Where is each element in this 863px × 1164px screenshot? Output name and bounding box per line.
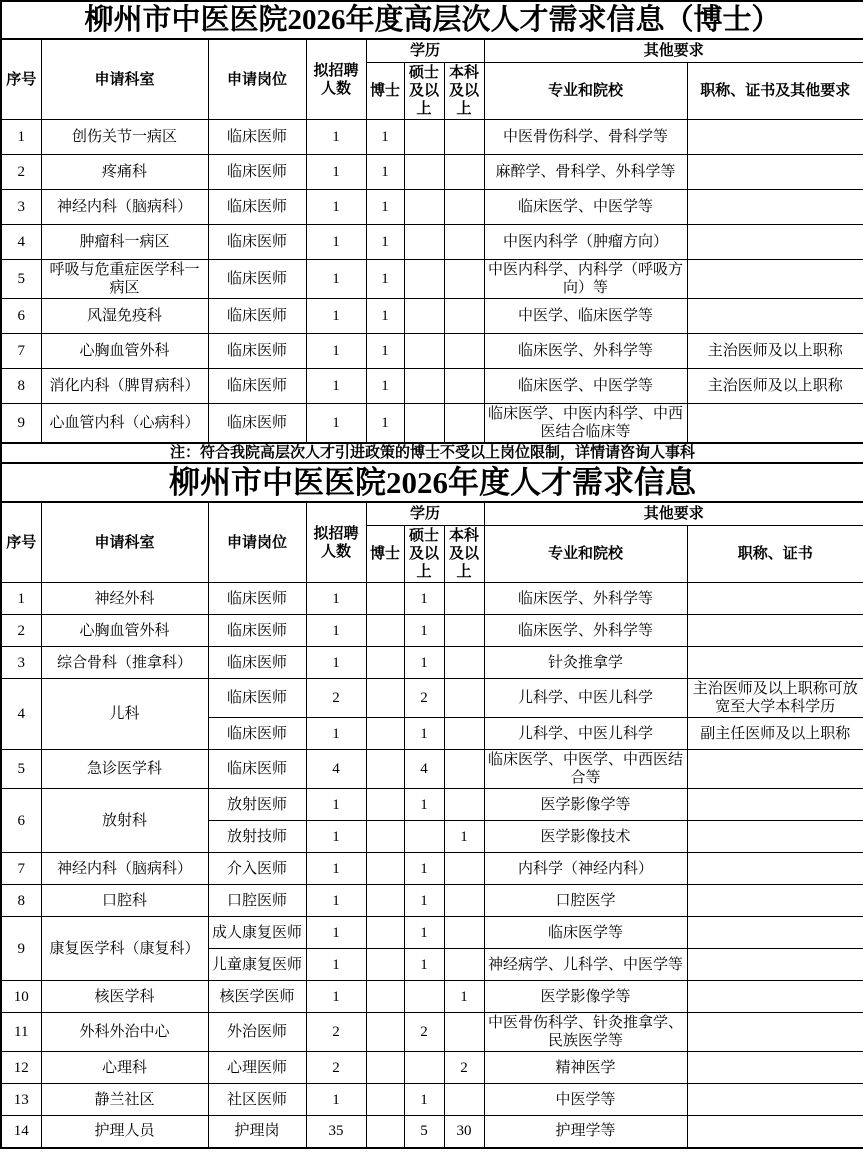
- cell-master: [404, 120, 444, 155]
- cell-doctor: 1: [366, 120, 404, 155]
- cell-post: 临床医师: [208, 225, 306, 260]
- cell-bachelor: [444, 299, 484, 334]
- col-header-bachelor: 本科及以上: [444, 63, 484, 120]
- cell-dept: 创伤关节一病区: [41, 120, 208, 155]
- cell-seq: 3: [1, 190, 41, 225]
- cell-post: 外治医师: [208, 1013, 306, 1052]
- cell-dept: 护理人员: [41, 1116, 208, 1148]
- col-header-education-group: 学历: [366, 502, 484, 526]
- cell-bachelor: [444, 1013, 484, 1052]
- cell-major: 护理学等: [484, 1116, 687, 1148]
- cell-dept: 外科外治中心: [41, 1013, 208, 1052]
- table2-body: [1, 583, 863, 1148]
- col-header-title-cert: 职称、证书: [687, 526, 863, 583]
- table-row: [1, 789, 863, 821]
- cell-master: 1: [404, 583, 444, 615]
- cell-cert: [687, 647, 863, 679]
- cell-seq: 10: [1, 981, 41, 1013]
- cell-master: 1: [404, 718, 444, 750]
- cell-bachelor: [444, 718, 484, 750]
- cell-post: 放射医师: [208, 789, 306, 821]
- cell-post: 临床医师: [208, 369, 306, 404]
- cell-major: 中医学等: [484, 1084, 687, 1116]
- cell-master: [404, 369, 444, 404]
- cell-cert: [687, 1116, 863, 1148]
- cell-major: 中医骨伤科学、针灸推拿学、民族医学等: [484, 1013, 687, 1052]
- cell-seq: 2: [1, 615, 41, 647]
- table-row: [1, 853, 863, 885]
- cell-master: 1: [404, 647, 444, 679]
- table-row: [1, 679, 863, 718]
- cell-master: 1: [404, 1084, 444, 1116]
- cell-post: 核医学医师: [208, 981, 306, 1013]
- cell-doctor: [366, 1013, 404, 1052]
- cell-count: 1: [306, 369, 366, 404]
- cell-seq: 1: [1, 120, 41, 155]
- cell-post: 临床医师: [208, 155, 306, 190]
- cell-dept: 急诊医学科: [41, 750, 208, 789]
- col-header-dept: 申请科室: [41, 39, 208, 120]
- cell-dept: 呼吸与危重症医学科一病区: [41, 260, 208, 299]
- cell-cert: 主治医师及以上职称可放宽至大学本科学历: [687, 679, 863, 718]
- col-header-count: 拟招聘人数: [306, 39, 366, 120]
- cell-count: 1: [306, 853, 366, 885]
- cell-doctor: [366, 821, 404, 853]
- cell-major: 中医骨伤科学、骨科学等: [484, 120, 687, 155]
- cell-cert: [687, 1052, 863, 1084]
- cell-cert: [687, 750, 863, 789]
- cell-seq: 7: [1, 853, 41, 885]
- cell-master: [404, 981, 444, 1013]
- cell-seq: 4: [1, 225, 41, 260]
- cell-bachelor: [444, 647, 484, 679]
- cell-doctor: 1: [366, 369, 404, 404]
- col-header-seq: 序号: [1, 502, 41, 583]
- cell-post: 儿童康复医师: [208, 949, 306, 981]
- table-row: [1, 615, 863, 647]
- general-talent-table: [0, 462, 863, 1149]
- cell-major: 临床医学、外科学等: [484, 615, 687, 647]
- cell-dept: 放射科: [41, 789, 208, 853]
- cell-bachelor: [444, 334, 484, 369]
- cell-cert: [687, 885, 863, 917]
- cell-post: 临床医师: [208, 120, 306, 155]
- cell-major: 临床医学、外科学等: [484, 334, 687, 369]
- cell-count: 1: [306, 647, 366, 679]
- cell-count: 1: [306, 917, 366, 949]
- cell-post: 心理医师: [208, 1052, 306, 1084]
- cell-bachelor: [444, 750, 484, 789]
- cell-bachelor: 2: [444, 1052, 484, 1084]
- cell-major: 内科学（神经内科）: [484, 853, 687, 885]
- cell-doctor: [366, 885, 404, 917]
- cell-cert: [687, 155, 863, 190]
- cell-master: [404, 225, 444, 260]
- cell-cert: [687, 190, 863, 225]
- cell-cert: [687, 981, 863, 1013]
- cell-count: 2: [306, 1052, 366, 1084]
- cell-dept: 综合骨科（推拿科）: [41, 647, 208, 679]
- cell-master: 4: [404, 750, 444, 789]
- table1-body: [1, 120, 863, 444]
- cell-dept: 神经内科（脑病科）: [41, 190, 208, 225]
- cell-count: 1: [306, 981, 366, 1013]
- table-row: [1, 155, 863, 190]
- cell-count: 1: [306, 821, 366, 853]
- cell-dept: 风湿免疫科: [41, 299, 208, 334]
- cell-major: 精神医学: [484, 1052, 687, 1084]
- cell-dept: 神经内科（脑病科）: [41, 853, 208, 885]
- cell-doctor: 1: [366, 299, 404, 334]
- cell-seq: 9: [1, 917, 41, 981]
- cell-cert: [687, 583, 863, 615]
- cell-post: 临床医师: [208, 679, 306, 718]
- cell-count: 1: [306, 155, 366, 190]
- cell-major: 儿科学、中医儿科学: [484, 679, 687, 718]
- cell-major: 儿科学、中医儿科学: [484, 718, 687, 750]
- cell-seq: 7: [1, 334, 41, 369]
- table1-title-row: [1, 1, 863, 39]
- cell-seq: 3: [1, 647, 41, 679]
- table1-note-row: [1, 443, 863, 463]
- cell-doctor: [366, 750, 404, 789]
- cell-count: 1: [306, 718, 366, 750]
- cell-count: 1: [306, 615, 366, 647]
- cell-count: 2: [306, 679, 366, 718]
- cell-doctor: 1: [366, 260, 404, 299]
- table-row: [1, 981, 863, 1013]
- table-row: [1, 1116, 863, 1148]
- cell-bachelor: [444, 155, 484, 190]
- table-row: [1, 647, 863, 679]
- cell-seq: 11: [1, 1013, 41, 1052]
- cell-doctor: [366, 949, 404, 981]
- cell-count: 2: [306, 1013, 366, 1052]
- cell-count: 1: [306, 299, 366, 334]
- cell-master: [404, 155, 444, 190]
- col-header-dept: 申请科室: [41, 502, 208, 583]
- cell-count: 1: [306, 120, 366, 155]
- cell-post: 临床医师: [208, 260, 306, 299]
- cell-cert: 副主任医师及以上职称: [687, 718, 863, 750]
- table-row: [1, 583, 863, 615]
- cell-post: 口腔医师: [208, 885, 306, 917]
- cell-count: 1: [306, 404, 366, 444]
- cell-seq: 8: [1, 369, 41, 404]
- table-row: [1, 299, 863, 334]
- cell-cert: 主治医师及以上职称: [687, 334, 863, 369]
- cell-major: 中医内科学（肿瘤方向）: [484, 225, 687, 260]
- cell-doctor: [366, 583, 404, 615]
- col-header-master: 硕士及以上: [404, 526, 444, 583]
- cell-master: 5: [404, 1116, 444, 1148]
- cell-dept: 心胸血管外科: [41, 615, 208, 647]
- cell-post: 介入医师: [208, 853, 306, 885]
- cell-cert: [687, 917, 863, 949]
- cell-bachelor: 1: [444, 821, 484, 853]
- cell-bachelor: 30: [444, 1116, 484, 1148]
- col-header-other-group: 其他要求: [484, 502, 863, 526]
- cell-bachelor: [444, 1084, 484, 1116]
- table-row: [1, 1052, 863, 1084]
- cell-post: 临床医师: [208, 404, 306, 444]
- cell-cert: [687, 821, 863, 853]
- cell-master: 1: [404, 949, 444, 981]
- cell-doctor: [366, 981, 404, 1013]
- table-row: [1, 190, 863, 225]
- cell-dept: 心血管内科（心病科）: [41, 404, 208, 444]
- cell-major: 医学影像学等: [484, 789, 687, 821]
- cell-doctor: [366, 679, 404, 718]
- cell-dept: 疼痛科: [41, 155, 208, 190]
- cell-doctor: 1: [366, 404, 404, 444]
- cell-seq: 1: [1, 583, 41, 615]
- cell-master: 1: [404, 789, 444, 821]
- table-row: [1, 1084, 863, 1116]
- cell-dept: 核医学科: [41, 981, 208, 1013]
- cell-post: 临床医师: [208, 583, 306, 615]
- col-header-doctor: 博士: [366, 526, 404, 583]
- cell-major: 医学影像技术: [484, 821, 687, 853]
- table-row: [1, 334, 863, 369]
- cell-count: 1: [306, 260, 366, 299]
- cell-post: 临床医师: [208, 647, 306, 679]
- col-header-major: 专业和院校: [484, 63, 687, 120]
- cell-post: 临床医师: [208, 750, 306, 789]
- cell-bachelor: [444, 225, 484, 260]
- cell-major: 临床医学、中医学等: [484, 369, 687, 404]
- table2-header-group-row: [1, 502, 863, 526]
- cell-cert: [687, 120, 863, 155]
- cell-post: 临床医师: [208, 615, 306, 647]
- cell-count: 1: [306, 225, 366, 260]
- cell-doctor: [366, 917, 404, 949]
- cell-major: 中医学、临床医学等: [484, 299, 687, 334]
- cell-seq: 14: [1, 1116, 41, 1148]
- cell-master: [404, 299, 444, 334]
- cell-master: 1: [404, 885, 444, 917]
- cell-post: 临床医师: [208, 334, 306, 369]
- cell-count: 1: [306, 583, 366, 615]
- cell-cert: [687, 1084, 863, 1116]
- cell-dept: 消化内科（脾胃病科）: [41, 369, 208, 404]
- cell-doctor: 1: [366, 155, 404, 190]
- cell-doctor: 1: [366, 334, 404, 369]
- cell-dept: 神经外科: [41, 583, 208, 615]
- table-row: [1, 917, 863, 949]
- cell-cert: [687, 949, 863, 981]
- cell-bachelor: [444, 949, 484, 981]
- cell-seq: 5: [1, 260, 41, 299]
- cell-post: 成人康复医师: [208, 917, 306, 949]
- cell-major: 神经病学、儿科学、中医学等: [484, 949, 687, 981]
- cell-count: 1: [306, 949, 366, 981]
- cell-doctor: 1: [366, 190, 404, 225]
- col-header-post: 申请岗位: [208, 502, 306, 583]
- table-row: [1, 1013, 863, 1052]
- col-header-bachelor: 本科及以上: [444, 526, 484, 583]
- cell-doctor: [366, 718, 404, 750]
- cell-bachelor: [444, 404, 484, 444]
- cell-master: 1: [404, 853, 444, 885]
- table1-title: 柳州市中医医院2026年度高层次人才需求信息（博士）: [1, 1, 863, 39]
- cell-master: [404, 404, 444, 444]
- table1-header-group-row: [1, 39, 863, 63]
- cell-major: 中医内科学、内科学（呼吸方向）等: [484, 260, 687, 299]
- cell-master: [404, 1052, 444, 1084]
- cell-bachelor: [444, 679, 484, 718]
- cell-seq: 2: [1, 155, 41, 190]
- table2-title: 柳州市中医医院2026年度人才需求信息: [1, 463, 863, 502]
- cell-major: 临床医学、中医学等: [484, 190, 687, 225]
- col-header-title-cert: 职称、证书及其他要求: [687, 63, 863, 120]
- cell-bachelor: [444, 853, 484, 885]
- table-row: [1, 225, 863, 260]
- cell-bachelor: [444, 789, 484, 821]
- cell-master: [404, 260, 444, 299]
- cell-master: 2: [404, 679, 444, 718]
- cell-count: 1: [306, 334, 366, 369]
- table-row: [1, 369, 863, 404]
- cell-seq: 12: [1, 1052, 41, 1084]
- cell-cert: [687, 404, 863, 444]
- cell-seq: 6: [1, 789, 41, 853]
- cell-dept: 心理科: [41, 1052, 208, 1084]
- cell-major: 针灸推拿学: [484, 647, 687, 679]
- cell-seq: 8: [1, 885, 41, 917]
- cell-post: 临床医师: [208, 190, 306, 225]
- cell-count: 1: [306, 190, 366, 225]
- cell-seq: 13: [1, 1084, 41, 1116]
- col-header-seq: 序号: [1, 39, 41, 120]
- cell-post: 放射技师: [208, 821, 306, 853]
- cell-seq: 6: [1, 299, 41, 334]
- cell-count: 35: [306, 1116, 366, 1148]
- cell-doctor: 1: [366, 225, 404, 260]
- cell-bachelor: [444, 583, 484, 615]
- cell-seq: 9: [1, 404, 41, 444]
- table-row: [1, 260, 863, 299]
- cell-doctor: [366, 1084, 404, 1116]
- cell-master: 1: [404, 917, 444, 949]
- cell-cert: [687, 853, 863, 885]
- cell-dept: 肿瘤科一病区: [41, 225, 208, 260]
- cell-bachelor: [444, 885, 484, 917]
- col-header-major: 专业和院校: [484, 526, 687, 583]
- cell-post: 社区医师: [208, 1084, 306, 1116]
- cell-count: 1: [306, 789, 366, 821]
- cell-bachelor: 1: [444, 981, 484, 1013]
- col-header-post: 申请岗位: [208, 39, 306, 120]
- col-header-master: 硕士及以上: [404, 63, 444, 120]
- cell-dept: 静兰社区: [41, 1084, 208, 1116]
- cell-dept: 心胸血管外科: [41, 334, 208, 369]
- cell-doctor: [366, 853, 404, 885]
- cell-master: 2: [404, 1013, 444, 1052]
- cell-master: [404, 821, 444, 853]
- cell-post: 临床医师: [208, 718, 306, 750]
- cell-cert: [687, 1013, 863, 1052]
- cell-major: 临床医学、中医学、中西医结合等: [484, 750, 687, 789]
- cell-post: 临床医师: [208, 299, 306, 334]
- cell-doctor: [366, 647, 404, 679]
- col-header-doctor: 博士: [366, 63, 404, 120]
- cell-master: [404, 334, 444, 369]
- table2-title-row: [1, 463, 863, 502]
- cell-bachelor: [444, 615, 484, 647]
- cell-major: 口腔医学: [484, 885, 687, 917]
- cell-master: 1: [404, 615, 444, 647]
- cell-doctor: [366, 789, 404, 821]
- table-row: [1, 750, 863, 789]
- cell-major: 麻醉学、骨科学、外科学等: [484, 155, 687, 190]
- cell-dept: 口腔科: [41, 885, 208, 917]
- cell-bachelor: [444, 260, 484, 299]
- cell-count: 1: [306, 885, 366, 917]
- cell-doctor: [366, 1052, 404, 1084]
- cell-count: 4: [306, 750, 366, 789]
- cell-bachelor: [444, 369, 484, 404]
- cell-master: [404, 190, 444, 225]
- cell-cert: 主治医师及以上职称: [687, 369, 863, 404]
- cell-count: 1: [306, 1084, 366, 1116]
- cell-post: 护理岗: [208, 1116, 306, 1148]
- cell-cert: [687, 225, 863, 260]
- cell-bachelor: [444, 190, 484, 225]
- cell-seq: 4: [1, 679, 41, 750]
- cell-major: 临床医学、中医内科学、中西医结合临床等: [484, 404, 687, 444]
- table-row: [1, 404, 863, 444]
- cell-doctor: [366, 1116, 404, 1148]
- cell-cert: [687, 615, 863, 647]
- col-header-other-group: 其他要求: [484, 39, 863, 63]
- cell-bachelor: [444, 120, 484, 155]
- cell-seq: 5: [1, 750, 41, 789]
- cell-dept: 康复医学科（康复科）: [41, 917, 208, 981]
- cell-doctor: [366, 615, 404, 647]
- table-row: [1, 885, 863, 917]
- table-row: [1, 120, 863, 155]
- col-header-education-group: 学历: [366, 39, 484, 63]
- cell-major: 临床医学等: [484, 917, 687, 949]
- cell-major: 临床医学、外科学等: [484, 583, 687, 615]
- col-header-count: 拟招聘人数: [306, 502, 366, 583]
- cell-cert: [687, 789, 863, 821]
- cell-dept: 儿科: [41, 679, 208, 750]
- table1-note: 注：符合我院高层次人才引进政策的博士不受以上岗位限制，详情请咨询人事科: [1, 443, 863, 463]
- cell-bachelor: [444, 917, 484, 949]
- cell-major: 医学影像学等: [484, 981, 687, 1013]
- phd-talent-table: [0, 0, 863, 464]
- cell-cert: [687, 260, 863, 299]
- cell-cert: [687, 299, 863, 334]
